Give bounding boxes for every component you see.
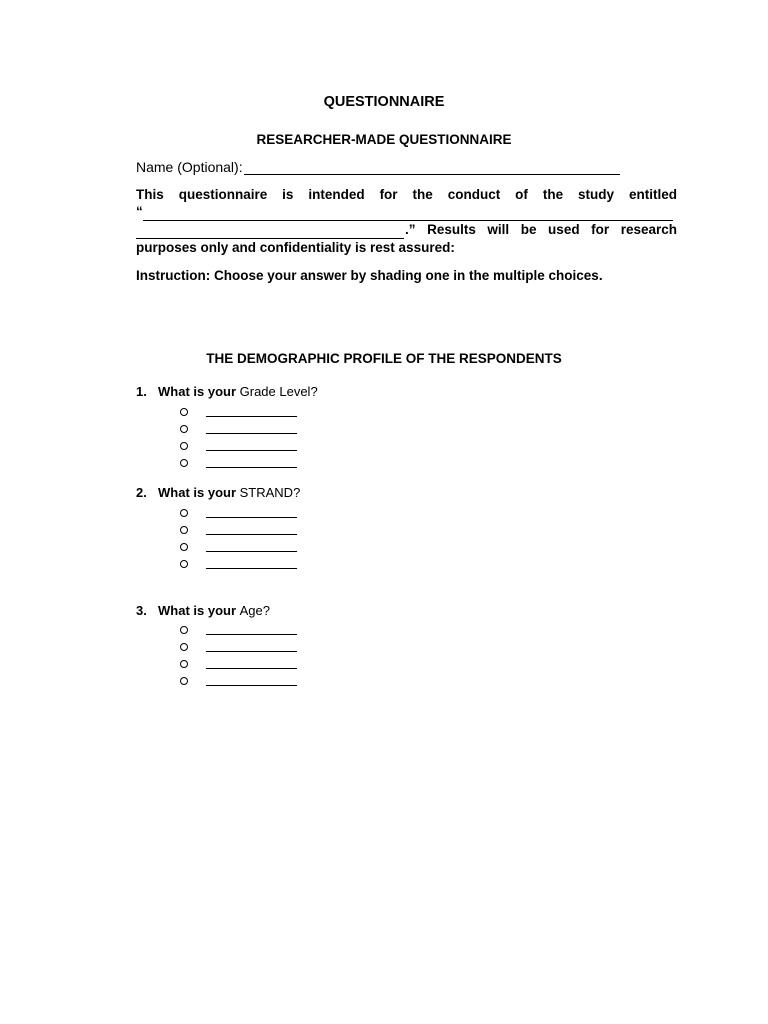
- radio-circle-icon[interactable]: [180, 408, 188, 416]
- question-prefix: What is your: [158, 603, 240, 618]
- intro-line-3-suffix: .” Results will be used for research: [405, 222, 677, 237]
- radio-circle-icon[interactable]: [180, 442, 188, 450]
- study-title-blank-line-1[interactable]: [143, 220, 673, 221]
- question-emphasis: STRAND?: [239, 485, 301, 500]
- question-number: 2.: [136, 485, 147, 500]
- intro-open-quote: “: [136, 204, 143, 219]
- question-number: 3.: [136, 603, 147, 618]
- name-field-input-line[interactable]: [244, 174, 620, 175]
- radio-circle-icon[interactable]: [180, 560, 188, 568]
- document-subtitle: RESEARCHER-MADE QUESTIONNAIRE: [256, 132, 512, 147]
- question-3: [136, 603, 270, 618]
- question-prefix: What is your: [158, 384, 240, 399]
- answer-blank-line[interactable]: [206, 551, 297, 552]
- name-field-label: Name (Optional):: [136, 159, 243, 175]
- instruction-text: Instruction: Choose your answer by shading one in the multiple choices.: [136, 268, 603, 283]
- question-prefix: What is your: [158, 485, 240, 500]
- answer-blank-line[interactable]: [206, 517, 297, 518]
- radio-circle-icon[interactable]: [180, 459, 188, 467]
- answer-blank-line[interactable]: [206, 467, 297, 468]
- radio-circle-icon[interactable]: [180, 509, 188, 517]
- radio-circle-icon[interactable]: [180, 660, 188, 668]
- answer-blank-line[interactable]: [206, 651, 297, 652]
- answer-blank-line[interactable]: [206, 534, 297, 535]
- question-1: [136, 384, 318, 399]
- answer-blank-line[interactable]: [206, 416, 297, 417]
- section-title: THE DEMOGRAPHIC PROFILE OF THE RESPONDENTS: [206, 351, 562, 366]
- answer-blank-line[interactable]: [206, 450, 297, 451]
- study-title-blank-line-2[interactable]: [136, 238, 404, 239]
- question-emphasis: Grade Level?: [239, 384, 318, 399]
- radio-circle-icon[interactable]: [180, 543, 188, 551]
- radio-circle-icon[interactable]: [180, 677, 188, 685]
- answer-blank-line[interactable]: [206, 685, 297, 686]
- question-emphasis: Age?: [239, 603, 270, 618]
- answer-blank-line[interactable]: [206, 668, 297, 669]
- radio-circle-icon[interactable]: [180, 643, 188, 651]
- question-number: 1.: [136, 384, 147, 399]
- question-2: [136, 485, 300, 500]
- answer-blank-line[interactable]: [206, 634, 297, 635]
- answer-blank-line[interactable]: [206, 433, 297, 434]
- radio-circle-icon[interactable]: [180, 526, 188, 534]
- document-title: QUESTIONNAIRE: [323, 94, 445, 110]
- answer-blank-line[interactable]: [206, 568, 297, 569]
- intro-line-4: purposes only and confidentiality is rest assured:: [136, 240, 455, 255]
- intro-line-1: This questionnaire is intended for the conduct of the study entitled: [136, 187, 677, 202]
- radio-circle-icon[interactable]: [180, 626, 188, 634]
- radio-circle-icon[interactable]: [180, 425, 188, 433]
